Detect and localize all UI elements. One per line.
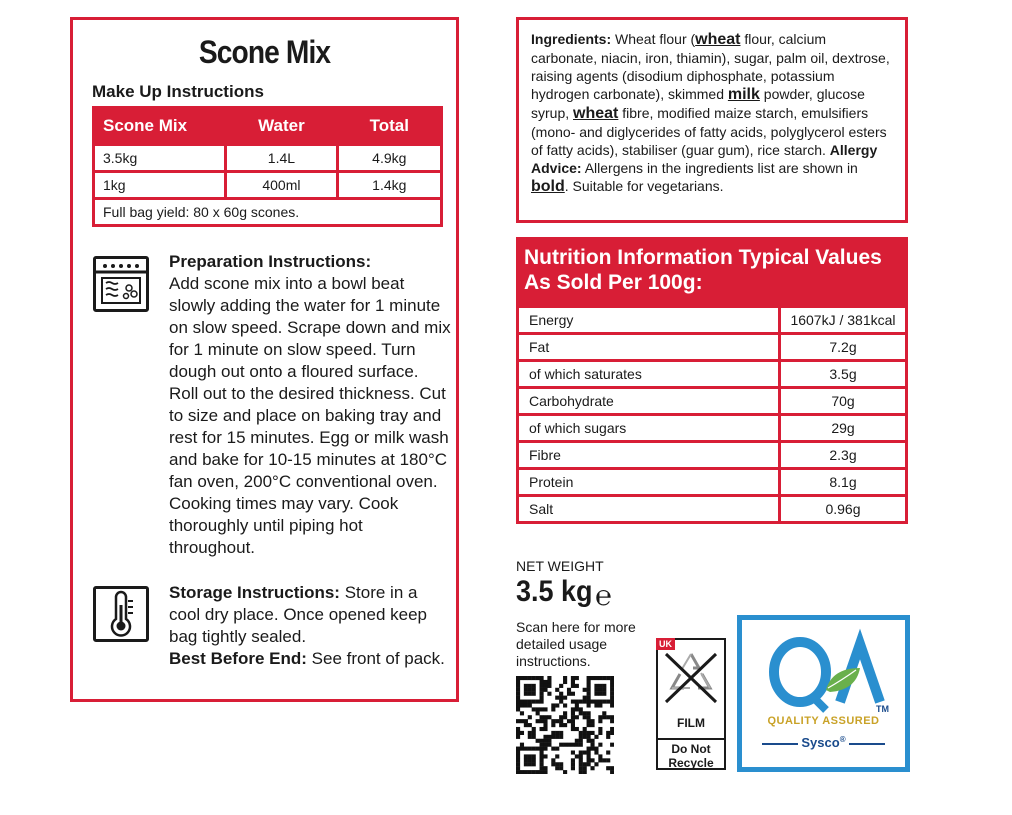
makeup-cell: 4.9kg [337,145,441,172]
makeup-cell: 1kg [94,172,226,199]
allergen: milk [727,86,760,103]
makeup-yield-row [94,199,442,226]
net-weight-value: 3.5 kg [516,575,593,608]
scan-text: Scan here for more detailed usage instructions. [516,619,636,669]
nutrition-row [518,361,907,388]
ingredients-label: Ingredients: [531,31,612,47]
makeup-cell: 1.4L [226,145,337,172]
nutrient-value: 70g [780,388,907,415]
nutrition-panel [516,237,908,524]
nutrient-name: Fat [518,334,780,361]
qa-quality-text: QUALITY ASSURED [767,715,880,727]
net-weight-label: NET WEIGHT [516,558,604,574]
preparation-instructions [169,251,451,559]
storage-instructions [169,582,451,670]
allergen: wheat [573,105,619,122]
qr-code[interactable] [516,676,614,774]
qa-brand-text: Sysco® [737,735,910,750]
qa-tm: TM [876,704,889,714]
film-label: FILM [677,716,705,730]
makeup-table [92,106,443,227]
nutrition-row [518,388,907,415]
nutrition-header: Nutrition Information Typical Values As Sold Per 100g: [516,237,908,305]
nutrition-row [518,307,907,334]
makeup-row [94,145,442,172]
nutrient-name: Salt [518,496,780,523]
makeup-cell: 3.5kg [94,145,226,172]
nutrient-name: Protein [518,469,780,496]
ingredients-text: Allergens in the ingredients list are shown in [581,160,858,176]
do-not-recycle-label: Do Not Recycle [656,738,726,770]
bbe-text: See front of pack. [311,649,445,668]
product-title: Scone Mix [198,34,331,70]
nutrient-value: 29g [780,415,907,442]
nutrient-value: 0.96g [780,496,907,523]
storage-heading: Storage Instructions: [169,583,340,602]
preparation-text: Add scone mix into a bowl beat slowly adding the water for 1 minute on slow speed. Scrape down and mix for 1 minute on slow speed. Turn dough out onto a floured surface. Roll out to the desired thickness. Cut to size and place on baking tray and rest for 15 minutes. Egg or milk wash and bake for 10-15 minutes at 180°C fan oven, 200°C conventional oven. Cooking times may vary. Cook thoroughly until piping hot throughout. [169,274,451,557]
ingredients-text: powder, glucose syrup, [531,86,865,121]
thermometer-icon [93,586,149,642]
nutrient-value: 8.1g [780,469,907,496]
ingredients-text: Wheat flour ( [615,31,696,47]
nutrient-value: 1607kJ / 381kcal [780,307,907,334]
makeup-header-row [94,108,442,145]
nutrient-value: 2.3g [780,442,907,469]
ingredients-text: fibre, modified maize starch, emulsifiers (mono- and diglycerides of fatty acids, polyglycerol esters of fatty acids), stabiliser (guar gum), rice starch. [531,105,887,158]
e-mark-icon: ℮ [595,580,612,611]
nutrient-name: of which saturates [518,361,780,388]
recycle-crossed-icon [658,640,724,718]
allergen: wheat [695,31,741,48]
bold-word: bold [531,178,565,195]
makeup-col-header: Total [337,108,441,145]
ingredients-text: flour, calcium carbonate, niacin, iron, thiamin), sugar, palm oil, dextrose, raising agents (disodium diphosphate, potassium hydrogen carbonate), skimmed [531,31,890,102]
nutrient-value: 3.5g [780,361,907,388]
nutrition-row [518,415,907,442]
qa-brand-name: Sysco [801,735,840,750]
makeup-row [94,172,442,199]
makeup-col-header: Scone Mix [94,108,226,145]
preparation-heading: Preparation Instructions: [169,252,372,271]
nutrient-name: Energy [518,307,780,334]
nutrient-name: Fibre [518,442,780,469]
makeup-cell: 1.4kg [337,172,441,199]
instructions-panel [70,17,459,702]
nutrient-name: of which sugars [518,415,780,442]
storage-text: Store in a cool dry place. Once opened keep bag tightly sealed. [169,583,428,646]
bbe-heading: Best Before End: [169,649,307,668]
makeup-cell: 400ml [226,172,337,199]
nutrient-value: 7.2g [780,334,907,361]
yield-text: Full bag yield: 80 x 60g scones. [94,199,442,226]
ingredients-text: . Suitable for vegetarians. [564,178,724,194]
oven-icon [93,256,149,312]
makeup-heading: Make Up Instructions [92,82,264,101]
nutrient-name: Carbohydrate [518,388,780,415]
nutrition-row [518,469,907,496]
nutrition-row [518,442,907,469]
nutrition-table [516,305,908,524]
uk-tag: UK [656,638,675,650]
nutrition-row [518,334,907,361]
allergy-advice-label: Allergy Advice: [531,142,878,176]
nutrition-row [518,496,907,523]
makeup-col-header: Water [226,108,337,145]
ingredients-box [516,17,908,223]
